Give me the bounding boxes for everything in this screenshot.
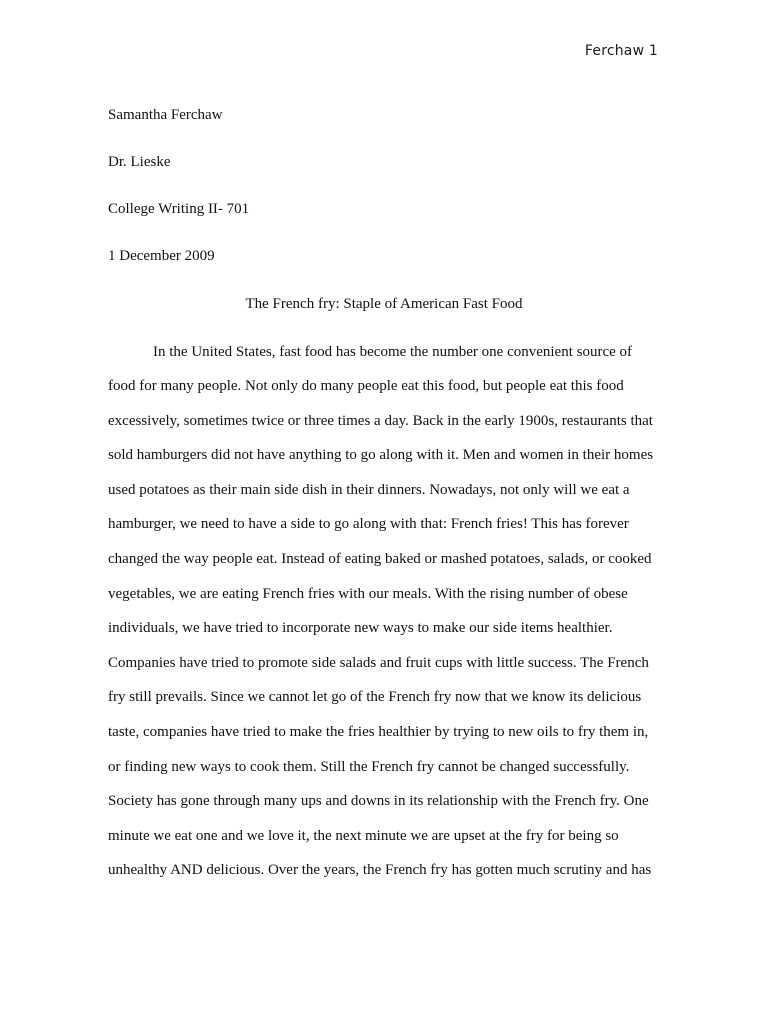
paragraph-line: sold hamburgers did not have anything to go along with it. Men and women in their homes [108,447,654,463]
paragraph-line: unhealthy AND delicious. Over the years, the French fry has gotten much scrutiny and has [108,862,652,878]
running-header: Ferchaw 1 [584,43,658,59]
submission-date: 1 December 2009 [108,248,215,264]
paragraph-line: vegetables, we are eating French fries with our meals. With the rising number of obese [108,586,628,602]
paragraph-line: used potatoes as their main side dish in their dinners. Nowadays, not only will we eat a [108,482,630,498]
author-name: Samantha Ferchaw [108,107,223,123]
paragraph-line: Companies have tried to promote side salads and fruit cups with little success. The French [108,655,649,671]
paragraph-line: fry still prevails. Since we cannot let go of the French fry now that we know its delicious [108,689,642,705]
paragraph-line: hamburger, we need to have a side to go along with that: French fries! This has forever [108,516,629,532]
essay-title: The French fry: Staple of American Fast Food [245,296,523,312]
paragraph-line: In the United States, fast food has become the number one convenient source of [153,344,633,360]
paragraph-line: Society has gone through many ups and downs in its relationship with the French fry. One [108,793,649,809]
paragraph-line: taste, companies have tried to make the fries healthier by trying to new oils to fry them in, [108,724,649,740]
paragraph-line: food for many people. Not only do many people eat this food, but people eat this food [108,378,624,394]
paragraph-line: changed the way people eat. Instead of eating baked or mashed potatoes, salads, or cooked [108,551,652,567]
paragraph-line: excessively, sometimes twice or three times a day. Back in the early 1900s, restaurants that [108,413,653,429]
instructor-name: Dr. Lieske [108,154,171,170]
paragraph-line: or finding new ways to cook them. Still the French fry cannot be changed successfully. [108,759,630,775]
paragraph-line: minute we eat one and we love it, the next minute we are upset at the fry for being so [108,828,619,844]
course-name: College Writing II- 701 [108,201,250,217]
paragraph-line: individuals, we have tried to incorporate new ways to make our side items healthier. [108,620,613,636]
